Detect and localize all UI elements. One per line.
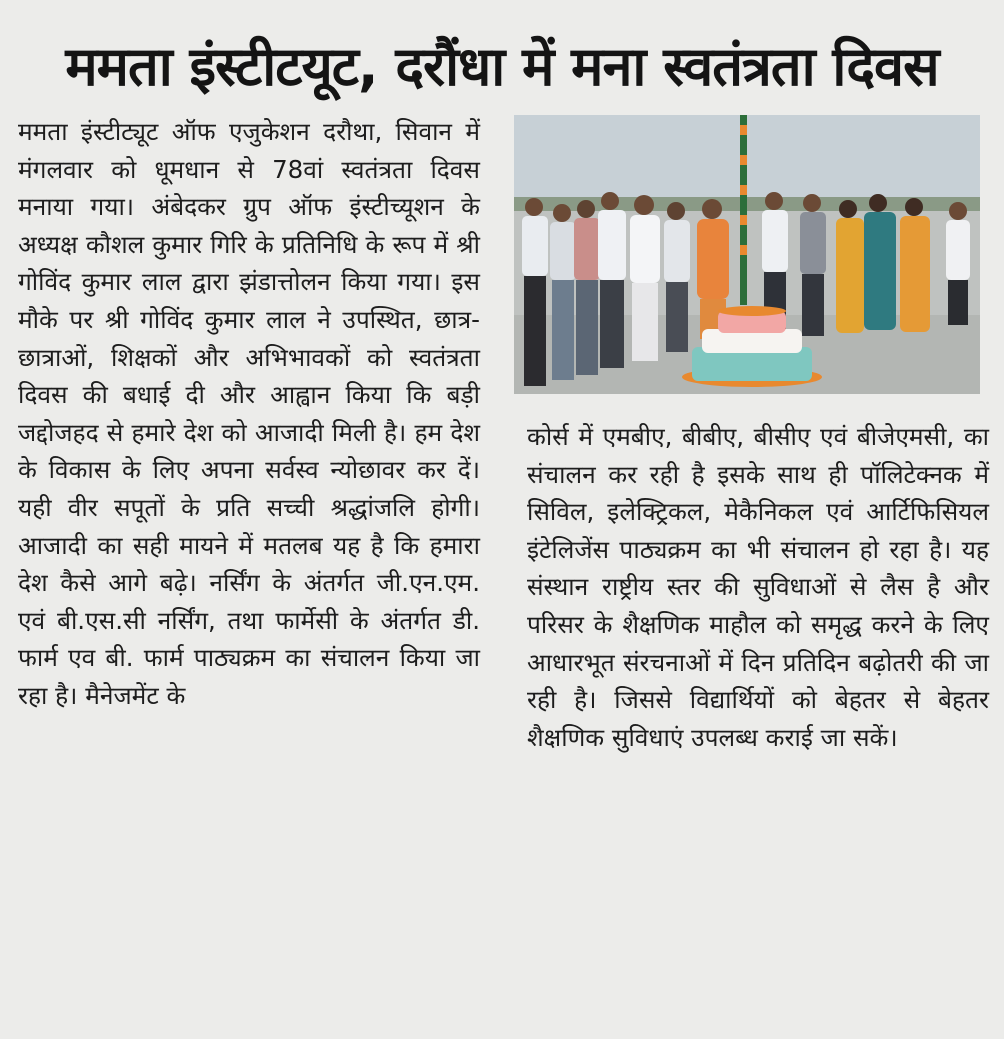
headline: ममता इंस्टीटयूट, दरौंधा में मना स्वतंत्रता दिवस [65,35,939,98]
event-photo [514,115,980,394]
article-right-column: कोर्स में एमबीए, बीबीए, बीसीए एवं बीजेएमसी, का संचालन कर रही है इसके साथ ही पॉलिटेक्नक में सिविल, इलेक्ट्रिकल, मेकैनिकल एवं आर्टिफिसियल इंटेलिजेंस पाठ्यक्रम का भी संचालन हो रहा है। यह संस्थान राष्ट्रीय स्तर की सुविधाओं से लैस है और परिसर के शैक्षणिक माहौल को समृद्ध करने के लिए आधारभूत संरचनाओं में दिन प्रतिदिन बढ़ोतरी की जा रही है। जिससे विद्यार्थियों को बेहतर से बेहतर शैक्षणिक सुविधाएं उपलब्ध कराई जा सकें। [527,422,989,752]
article-left-column: ममता इंस्टीट्यूट ऑफ एजुकेशन दरौथा, सिवान में मंगलवार को धूमधान से 78वां स्वतंत्रता दिवस मनाया गया। अंबेदकर ग्रुप ऑफ इंस्टीच्यूशन के अध्यक्ष कौशल कुमार गिरि के प्रतिनिधि के रूप में श्री गोविंद कुमार लाल द्वारा झंडात्तोलन किया गया। इस मौके पर श्री गोविंद कुमार लाल ने उपस्थित, छात्र-छात्राओं, शिक्षकों और अभिभावकों को स्वतंत्रता दिवस की बधाई दी और आह्वान किया कि बड़ी जद्दोजहद से हमारे देश को आजादी मिली है। हम देश के विकास के लिए अपना सर्वस्व न्योछावर कर दें। यही वीर सपूतों के प्रति सच्ची श्रद्धांजलि होगी। आजादी का सही मायने में मतलब यह है कि हमारा देश कैसे आगे बढ़े। नर्सिंग के अंतर्गत जी.एन.एम. एवं बी.एस.सी नर्सिंग, तथा फार्मेसी के अंतर्गत डी. फार्म एव बी. फार्म पाठ्यक्रम का संचालन किया जा रहा है। मैनेजमेंट के [18,117,480,710]
